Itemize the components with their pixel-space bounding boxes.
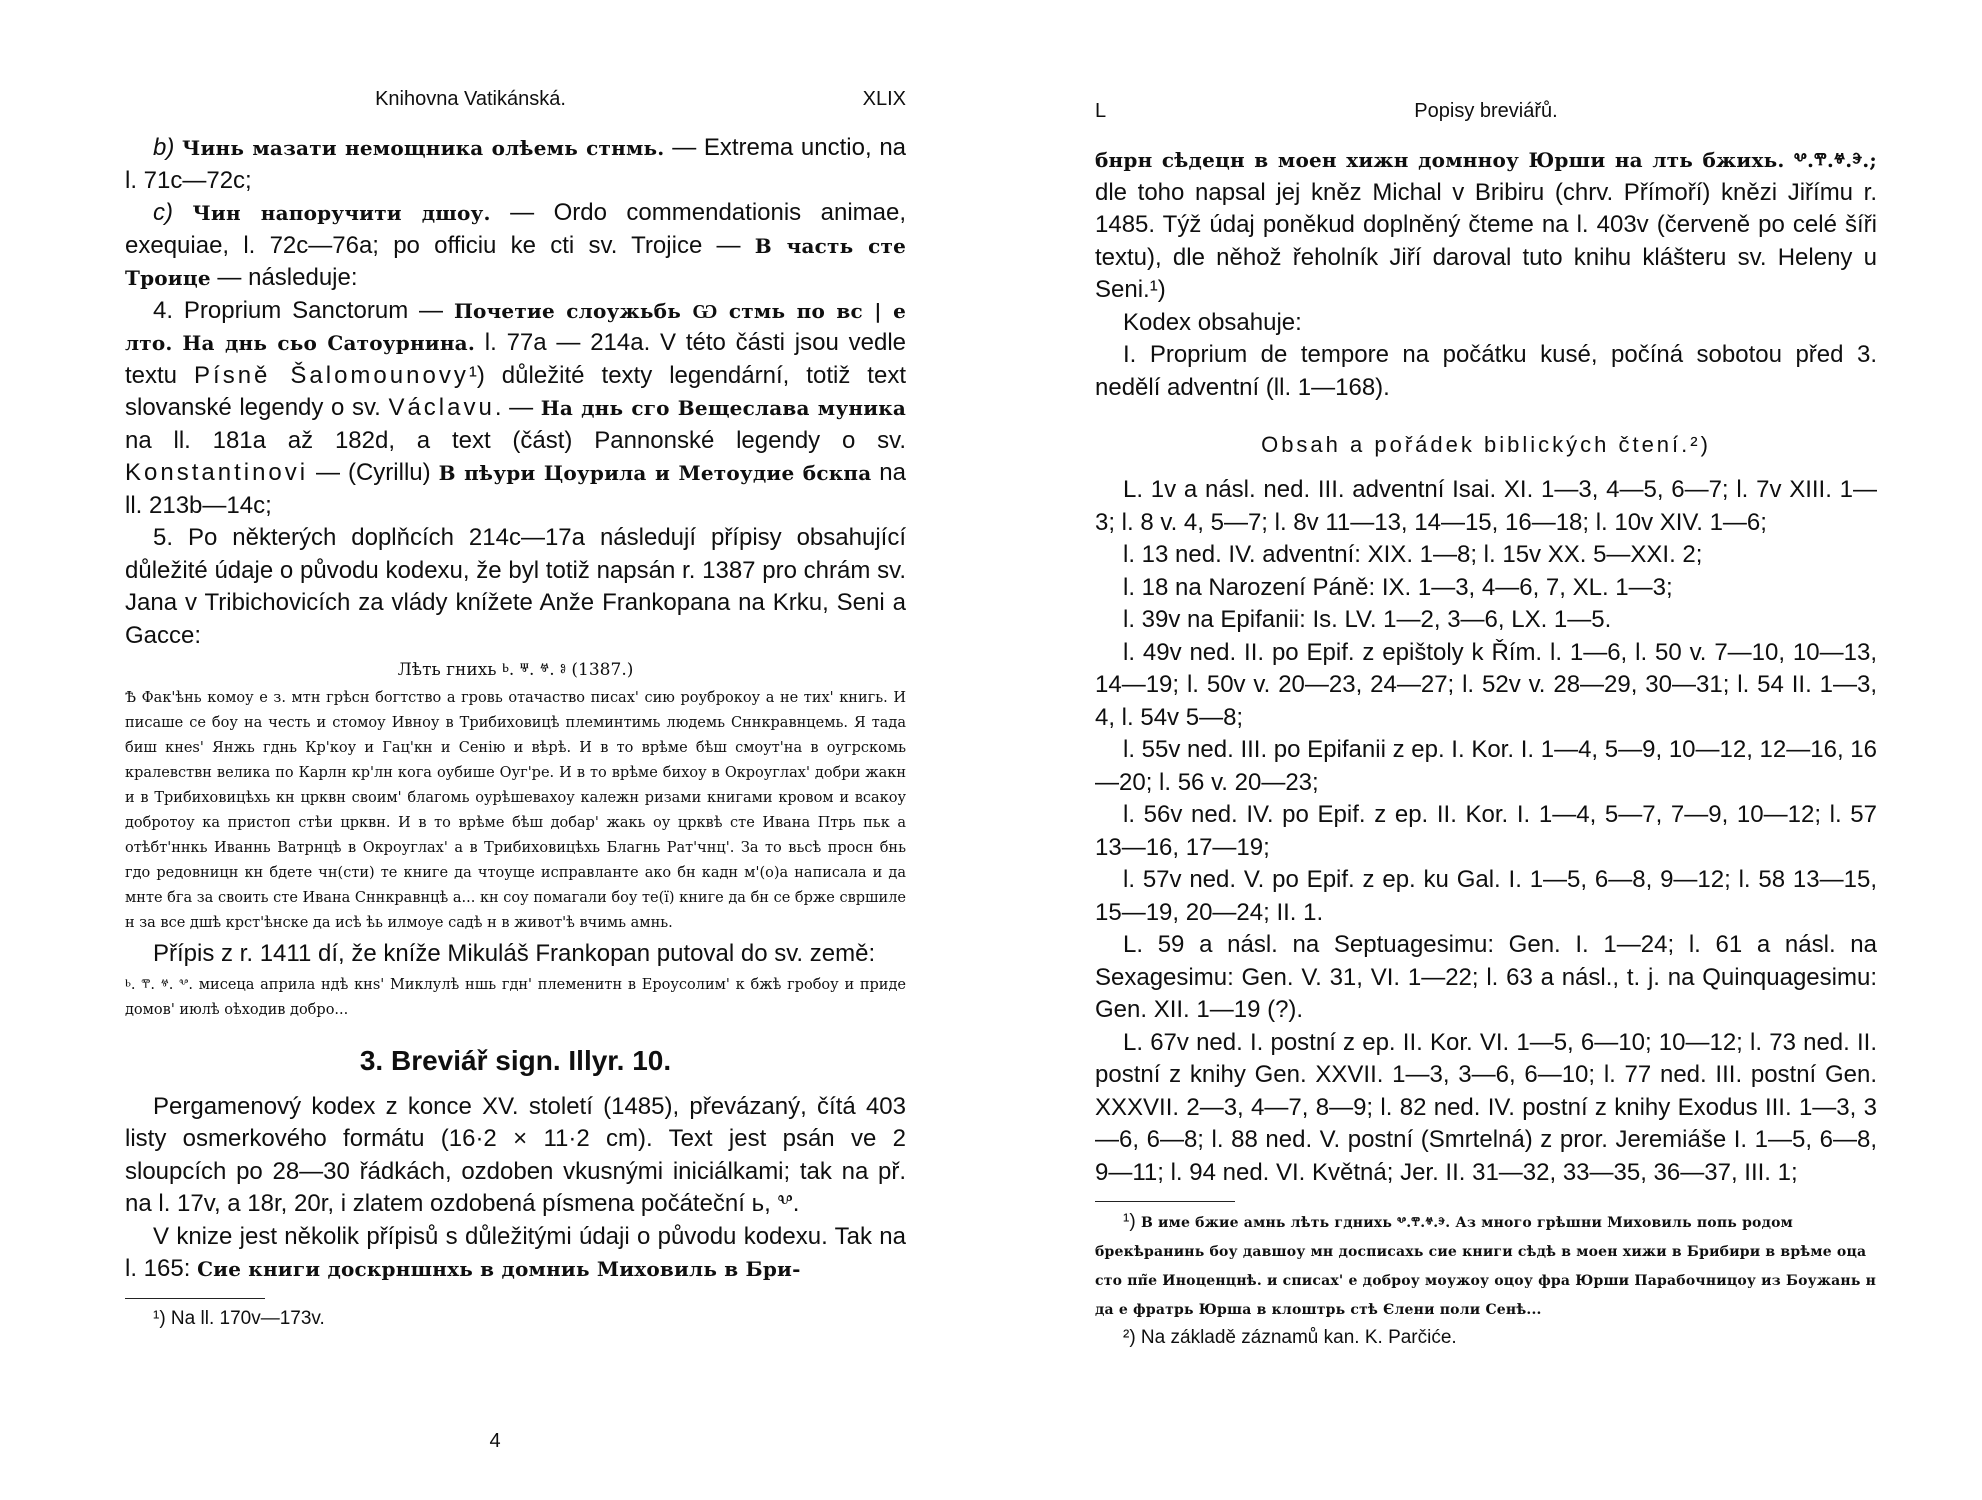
running-header — [1095, 100, 1877, 144]
list-item: L. 1v a násl. ned. III. adventní Isai. XI. 1—3, 4—5, 6—7; l. 7v XIII. 1—3; l. 8 v. 4, 5—7; l. 8v 11—13, 14—15, 16—18; l. 10v XIV. 1—6; — [1095, 476, 1877, 536]
readings-list — [1095, 474, 1877, 1189]
bottom-page-number: 4 — [489, 1430, 501, 1452]
section-heading: 3. Breviář sign. Illyr. 10. — [359, 1044, 672, 1076]
paragraph-c: c) Чин напоручити дшоу. — Ordo commendationis animae, exequiae, l. 72c—76a; po officiu ke cti sv. Trojice — В часть сте Троице — následuje: — [125, 199, 907, 291]
paragraph-proprium: I. Proprium de tempore na počátku kusé, počíná sobotou před 3. nedělí adventní (ll. 1—168). — [1095, 341, 1877, 401]
inscription-date: Лѣть гнихь ⱃ. ⱋ. ⱍ. ⱁ (1387.) — [397, 660, 634, 680]
right-page — [990, 0, 1982, 1500]
left-page — [0, 0, 990, 1500]
header-page-number: XLIX — [862, 88, 906, 110]
paragraph-1411: Přípis z r. 1411 dí, že kníže Mikuláš Frankopan putoval do sv. země: — [153, 940, 876, 967]
footnote: ¹) Na ll. 170v—173v. — [153, 1307, 325, 1329]
paragraph-proprium: 4. Proprium Sanctorum — Почетие слоужьбь Ѡ стмь по вс | е лто. На днь сьо Сатоурнина. l. 77a — 214a. V této části jsou vedle textu Písně Šalomounovy¹) důležité texty legendární, totiž text slovanské legendy o sv. Václavu. — На днь сго Вещеслава муника na ll. 181a až 182d, a text (část) Pannonské legendy o sv. Konstantinovi — (Cyrillu) В пѣури Цоурила и Метоудие бскпа na ll. 213b—14c; — [125, 296, 907, 519]
list-item: l. 55v ned. III. po Epifanii z ep. I. Kor. I. 1—4, 5—9, 10—12, 12—16, 16—20; l. 56 v. 20—23; — [1095, 736, 1877, 796]
list-item: l. 18 na Narození Páně: IX. 1—3, 4—6, 7, XL. 1—3; — [1123, 573, 1673, 601]
footnote-rule — [125, 1298, 265, 1299]
footnote-1: ¹) В име бжие амнь лѣть гднихь ⰲ.ⰹ.ⱍ.ⰵ. Аз много грѣшни Миховиль попь родом брекѣранинь боу давшоу мн досписахь сие книги сѣдѣ в моен хижи в Брибири в врѣме оца сто пп̃е Иноценцнѣ. и списах' е доброу моужоу оцоу фра Юрши Парабочницоу из Боужань н да е фратрь Юрша в клоштрь стѣ Єлени поли Сенѣ... — [1095, 1211, 1877, 1318]
inscription-1411: ⱃ. ⰹ. ⱍ. ⰲ. мисеца априла ндѣ кнѕ' Миклулѣ ншь гдн' племенитн в Ероусолим' к бжѣ гробоу и приде домов' июлѣ оѣходив добро... — [125, 976, 906, 1018]
left-body-text — [125, 132, 906, 652]
footnote-rule — [1095, 1201, 1235, 1202]
paragraph-pripisy: V knize jest několik přípisů s důležitými údaji o původu kodexu. Tak na l. 165: Сие книги доскрншнхь в домниь Миховиль в Бри- — [125, 1222, 906, 1282]
list-item: l. 49v ned. II. po Epif. z epištoly k Řím. l. 1—6, l. 50 v. 7—10, 10—13, 14—19; l. 50v v. 20—23, 24—27; l. 52v v. 28—29, 30—31; l. 54 II. 1—3, 4, l. 54v 5—8; — [1095, 638, 1877, 731]
footnote-2: ²) Na základě záznamů kan. K. Parčiće. — [1123, 1327, 1457, 1348]
inscription-1387: Ѣ Фак'ѣнь комоу е з. мтн грѣсн богтство а гровь отачаство писах' сию роуброкоу а не тих' книгь. И писаше се боу на честь и стомоу Ивноу в Трибиховицѣ племинтимь людемь Сннкравнцемь. Я тада биш кнеѕ' Янжь гднь Кр'коу и Гац'кн и Сенію и вѣрѣ. И в то врѣме бѣш смоут'на в оугрскомь кралевствн велика по Карлн кр'лн кога оубише Оуг'ре. И в то врѣме бихоу в Окроуглах' добри жакн и в Трибиховицѣхь кн црквн своим' благомь оурѣшевахоу калежн ризами книгами кровом и всакоу добротоу ка пристоп стѣи црквн. И в то врѣме бѣш добар' жакь оу црквѣ сте Ивана Птрь пьк а отѣбт'ннкь Иваннь Ватрнцѣ в Окроуглах' а в Трибиховицѣхь Благнь Рат'чнц'. За то вьсѣ просн бнь гдо редовницн кн бдете чн(сти) те книге да чтоуще исправланте ако бн кадн м'(о)а написала и да мнте бга за своить сте Ивана Сннкравнцѣ а... кн соу помагали боу те(ї) книге да бн се брже свршиле н за все дшѣ крст'ѣнске да исѣ ѣь илмоуе садѣ н в живот'ѣ вчимь амнь. — [125, 690, 906, 931]
header-title: Knihovna Vatikánská. — [375, 88, 566, 110]
list-item: L. 59 a násl. na Septuagesimu: Gen. I. 1—24; l. 61 a násl. na Sexagesimu: Gen. V. 31, VI. 1—22; l. 63 a násl., t. j. na Quinquagesimu: Gen. XII. 1—19 (?). — [1095, 931, 1877, 1023]
list-item: l. 56v ned. IV. po Epif. z ep. II. Kor. I. 1—4, 5—7, 7—9, 10—12; l. 57 13—16, 17—19; — [1095, 801, 1877, 861]
paragraph-b: b) Чинь мазати немощника олѣемь стнмь. — Extrema unctio, na l. 71c—72c; — [125, 134, 907, 194]
section-heading: Obsah a pořádek biblických čtení.²) — [1261, 432, 1711, 457]
running-header — [125, 88, 906, 132]
right-body-text — [1095, 144, 1877, 404]
paragraph-doplnky: 5. Po některých doplňcích 214c—17a následují přípisy obsahující důležité údaje o původu kodexu, že byl totiž napsán r. 1387 pro chrám sv. Jana v Tribichovicích za vlády knížete Anže Frankopana na Krku, Seni a Gacce: — [125, 524, 906, 649]
paragraph-description: Pergamenový kodex z konce XV. století (1485), převázaný, čítá 403 listy osmerkového formátu (16·2 × 11·2 cm). Text jest psán ve 2 sloupcích po 28—30 řádkách, ozdoben vkusnými iniciálkami; tak na př. na l. 17v, a 18r, 20r, i zlatem ozdobená písmena počáteční ь, ⰲ. — [125, 1092, 906, 1217]
list-item: l. 39v na Epifanii: Is. LV. 1—2, 3—6, LX. 1—5. — [1123, 606, 1612, 633]
header-page-number: L — [1095, 100, 1107, 122]
header-title: Popisy breviářů. — [1414, 100, 1558, 122]
list-item: l. 57v ned. V. po Epif. z ep. ku Gal. I. 1—5, 6—8, 9—12; l. 58 13—15, 15—19, 20—24; II. 1. — [1095, 866, 1877, 926]
paragraph-kodex-obsahuje: Kodex obsahuje: — [1123, 308, 1302, 336]
paragraph-continuation: бнрн сѣдецн в моен хижн домнноу Юрши на лть бжихь. ⰲ.ⰹ.ⱍ.ⰵ.; dle toho napsal jej kněz Michal v Bribiru (chrv. Přímoří) knězi Jiřímu r. 1485. Týž údaj poněkud doplněný čteme na l. 403v (červeně po celé šíři textu), dle něhož řeholník Jiří daroval tuto knihu klášteru sv. Heleny u Seni.¹) — [1095, 148, 1877, 303]
list-item: L. 67v ned. I. postní z ep. II. Kor. VI. 1—5, 6—10; 10—12; l. 73 ned. II. postní z knihy Gen. XXVII. 1—3, 3—6, 6—10; l. 77 ned. III. postní Gen. XXXVII. 2—3, 4—7, 8—9; l. 82 ned. IV. postní z knihy Exodus III. 1—3, 3—6, 6—8; l. 88 ned. V. postní (Smrtelná) z pror. Jeremiáše I. 1—5, 6—8, 9—11; l. 94 ned. VI. Květná; Jer. II. 31—32, 33—35, 36—37, III. 1; — [1095, 1028, 1877, 1186]
list-item: l. 13 ned. IV. adventní: XIX. 1—8; l. 15v XX. 5—XXI. 2; — [1123, 541, 1703, 568]
